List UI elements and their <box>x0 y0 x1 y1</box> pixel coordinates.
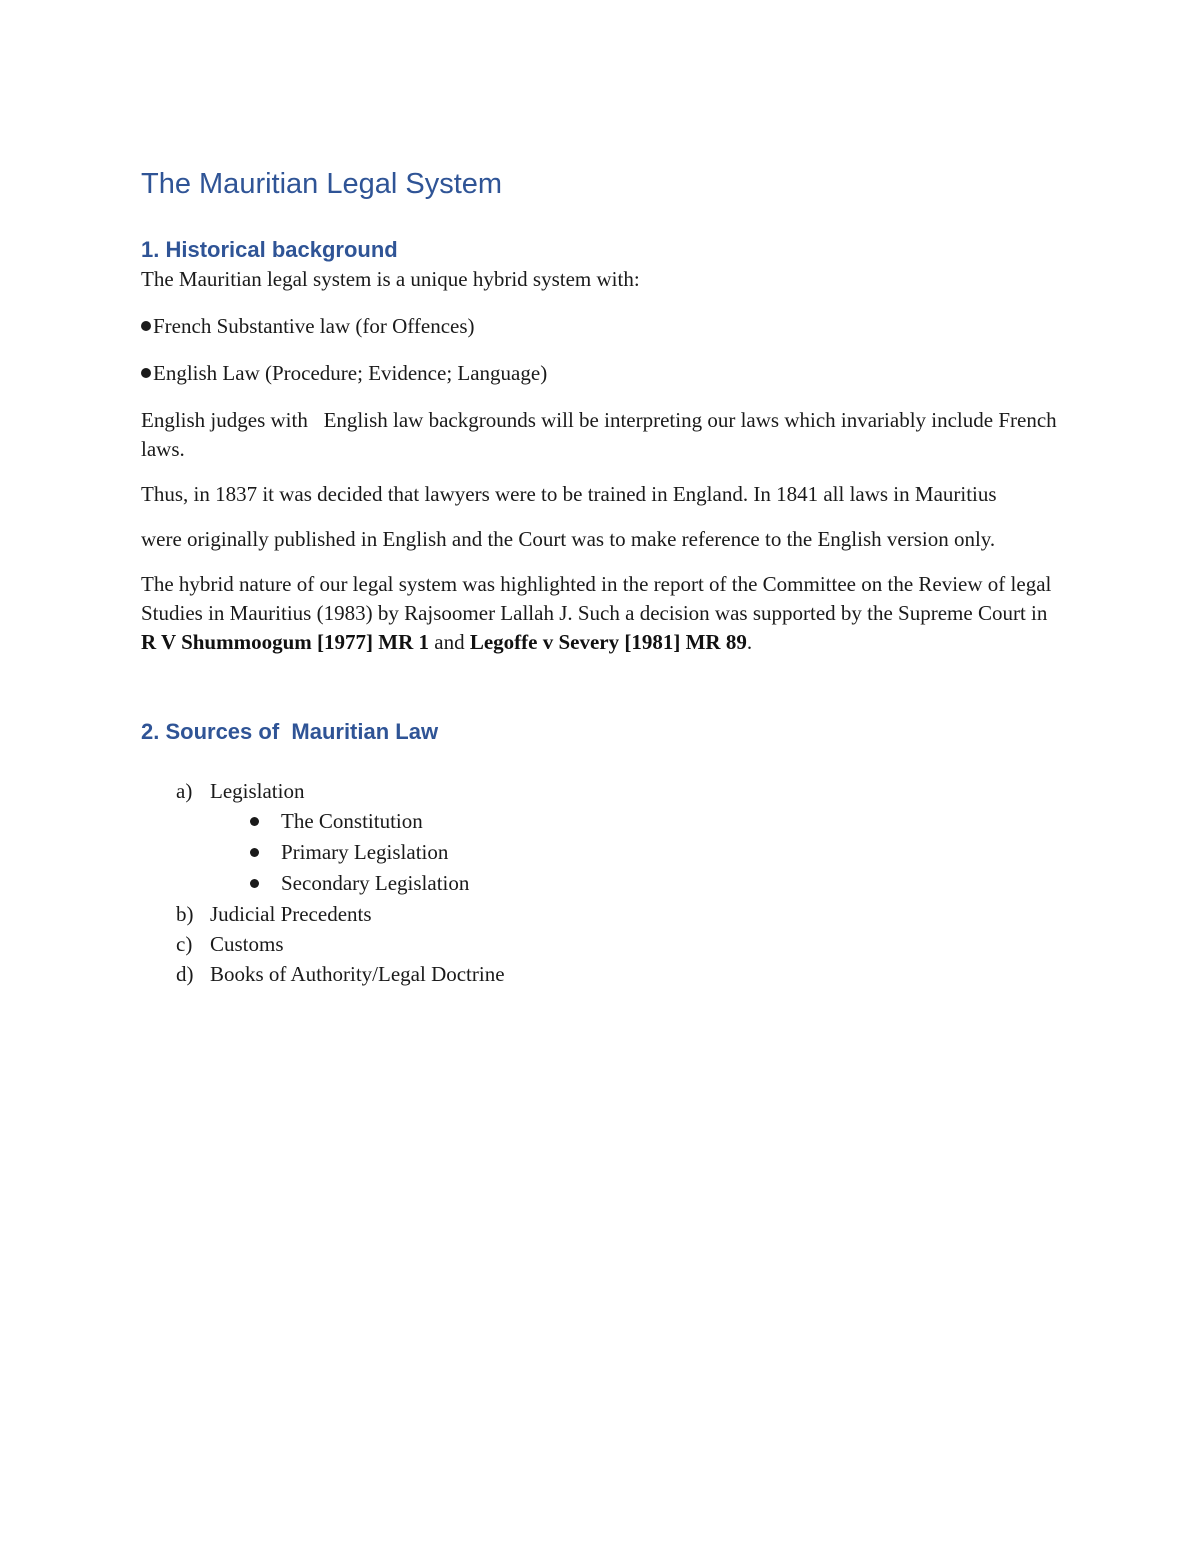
list-marker: c) <box>176 932 193 956</box>
sources-list <box>141 776 1061 989</box>
bullet-icon <box>141 368 151 378</box>
sublist-item-secondary-legislation <box>210 868 1061 899</box>
list-item-label: Customs <box>210 932 284 956</box>
bullet-icon <box>250 817 259 826</box>
list-item-legislation <box>141 776 1061 899</box>
document-title: The Mauritian Legal System <box>141 168 503 200</box>
bullet-text: French Substantive law (for Offences) <box>153 314 475 338</box>
sublist-item-constitution <box>210 806 1061 837</box>
hybrid-text-part-3: . <box>746 630 753 654</box>
paragraph-published-english: were originally published in English and the Court was to make reference to the English version only. <box>141 527 996 551</box>
list-item-judicial-precedents <box>141 899 1061 929</box>
sublist-item-label: The Constitution <box>281 809 423 833</box>
bullet-icon <box>141 321 151 331</box>
bullet-item-english-law <box>141 359 1061 388</box>
intro-paragraph: The Mauritian legal system is a unique hybrid system with: <box>141 267 640 291</box>
list-item-label: Books of Authority/Legal Doctrine <box>210 962 505 986</box>
sublist-item-label: Secondary Legislation <box>281 871 470 895</box>
case-citation-legoffe: Legoffe v Severy [1981] MR 89 <box>469 630 747 654</box>
bullet-item-french-law <box>141 312 1061 341</box>
bullet-text: English Law (Procedure; Evidence; Language) <box>153 361 548 385</box>
bullet-icon <box>250 848 259 857</box>
paragraph-1837: Thus, in 1837 it was decided that lawyers were to be trained in England. In 1841 all laws in Mauritius <box>141 482 997 506</box>
section-heading-sources: 2. Sources of Mauritian Law <box>141 719 439 744</box>
list-item-label: Judicial Precedents <box>210 902 372 926</box>
sublist-item-label: Primary Legislation <box>281 840 449 864</box>
paragraph-hybrid-nature <box>141 570 1061 657</box>
list-marker: a) <box>176 779 193 803</box>
section-heading-historical-background: 1. Historical background <box>141 237 398 262</box>
list-marker: d) <box>176 962 194 986</box>
list-item-books-of-authority <box>141 959 1061 989</box>
sublist-item-primary-legislation <box>210 837 1061 868</box>
paragraph-english-judges: English judges with English law backgrounds will be interpreting our laws which invariably include French laws. <box>141 408 1062 461</box>
legislation-sublist <box>210 806 1061 899</box>
hybrid-text-part-1: The hybrid nature of our legal system was highlighted in the report of the Committee on the Review of legal Studies in Mauritius (1983) by Rajsoomer Lallah J. Such a decision was supported by the Supreme Court in <box>141 572 1052 625</box>
case-citation-shummoogum: R V Shummoogum [1977] MR 1 <box>141 630 429 654</box>
hybrid-text-part-2: and <box>429 630 470 654</box>
list-item-customs <box>141 929 1061 959</box>
bullet-icon <box>250 879 259 888</box>
list-item-label: Legislation <box>210 779 305 803</box>
list-marker: b) <box>176 902 194 926</box>
document-body <box>141 162 1061 989</box>
